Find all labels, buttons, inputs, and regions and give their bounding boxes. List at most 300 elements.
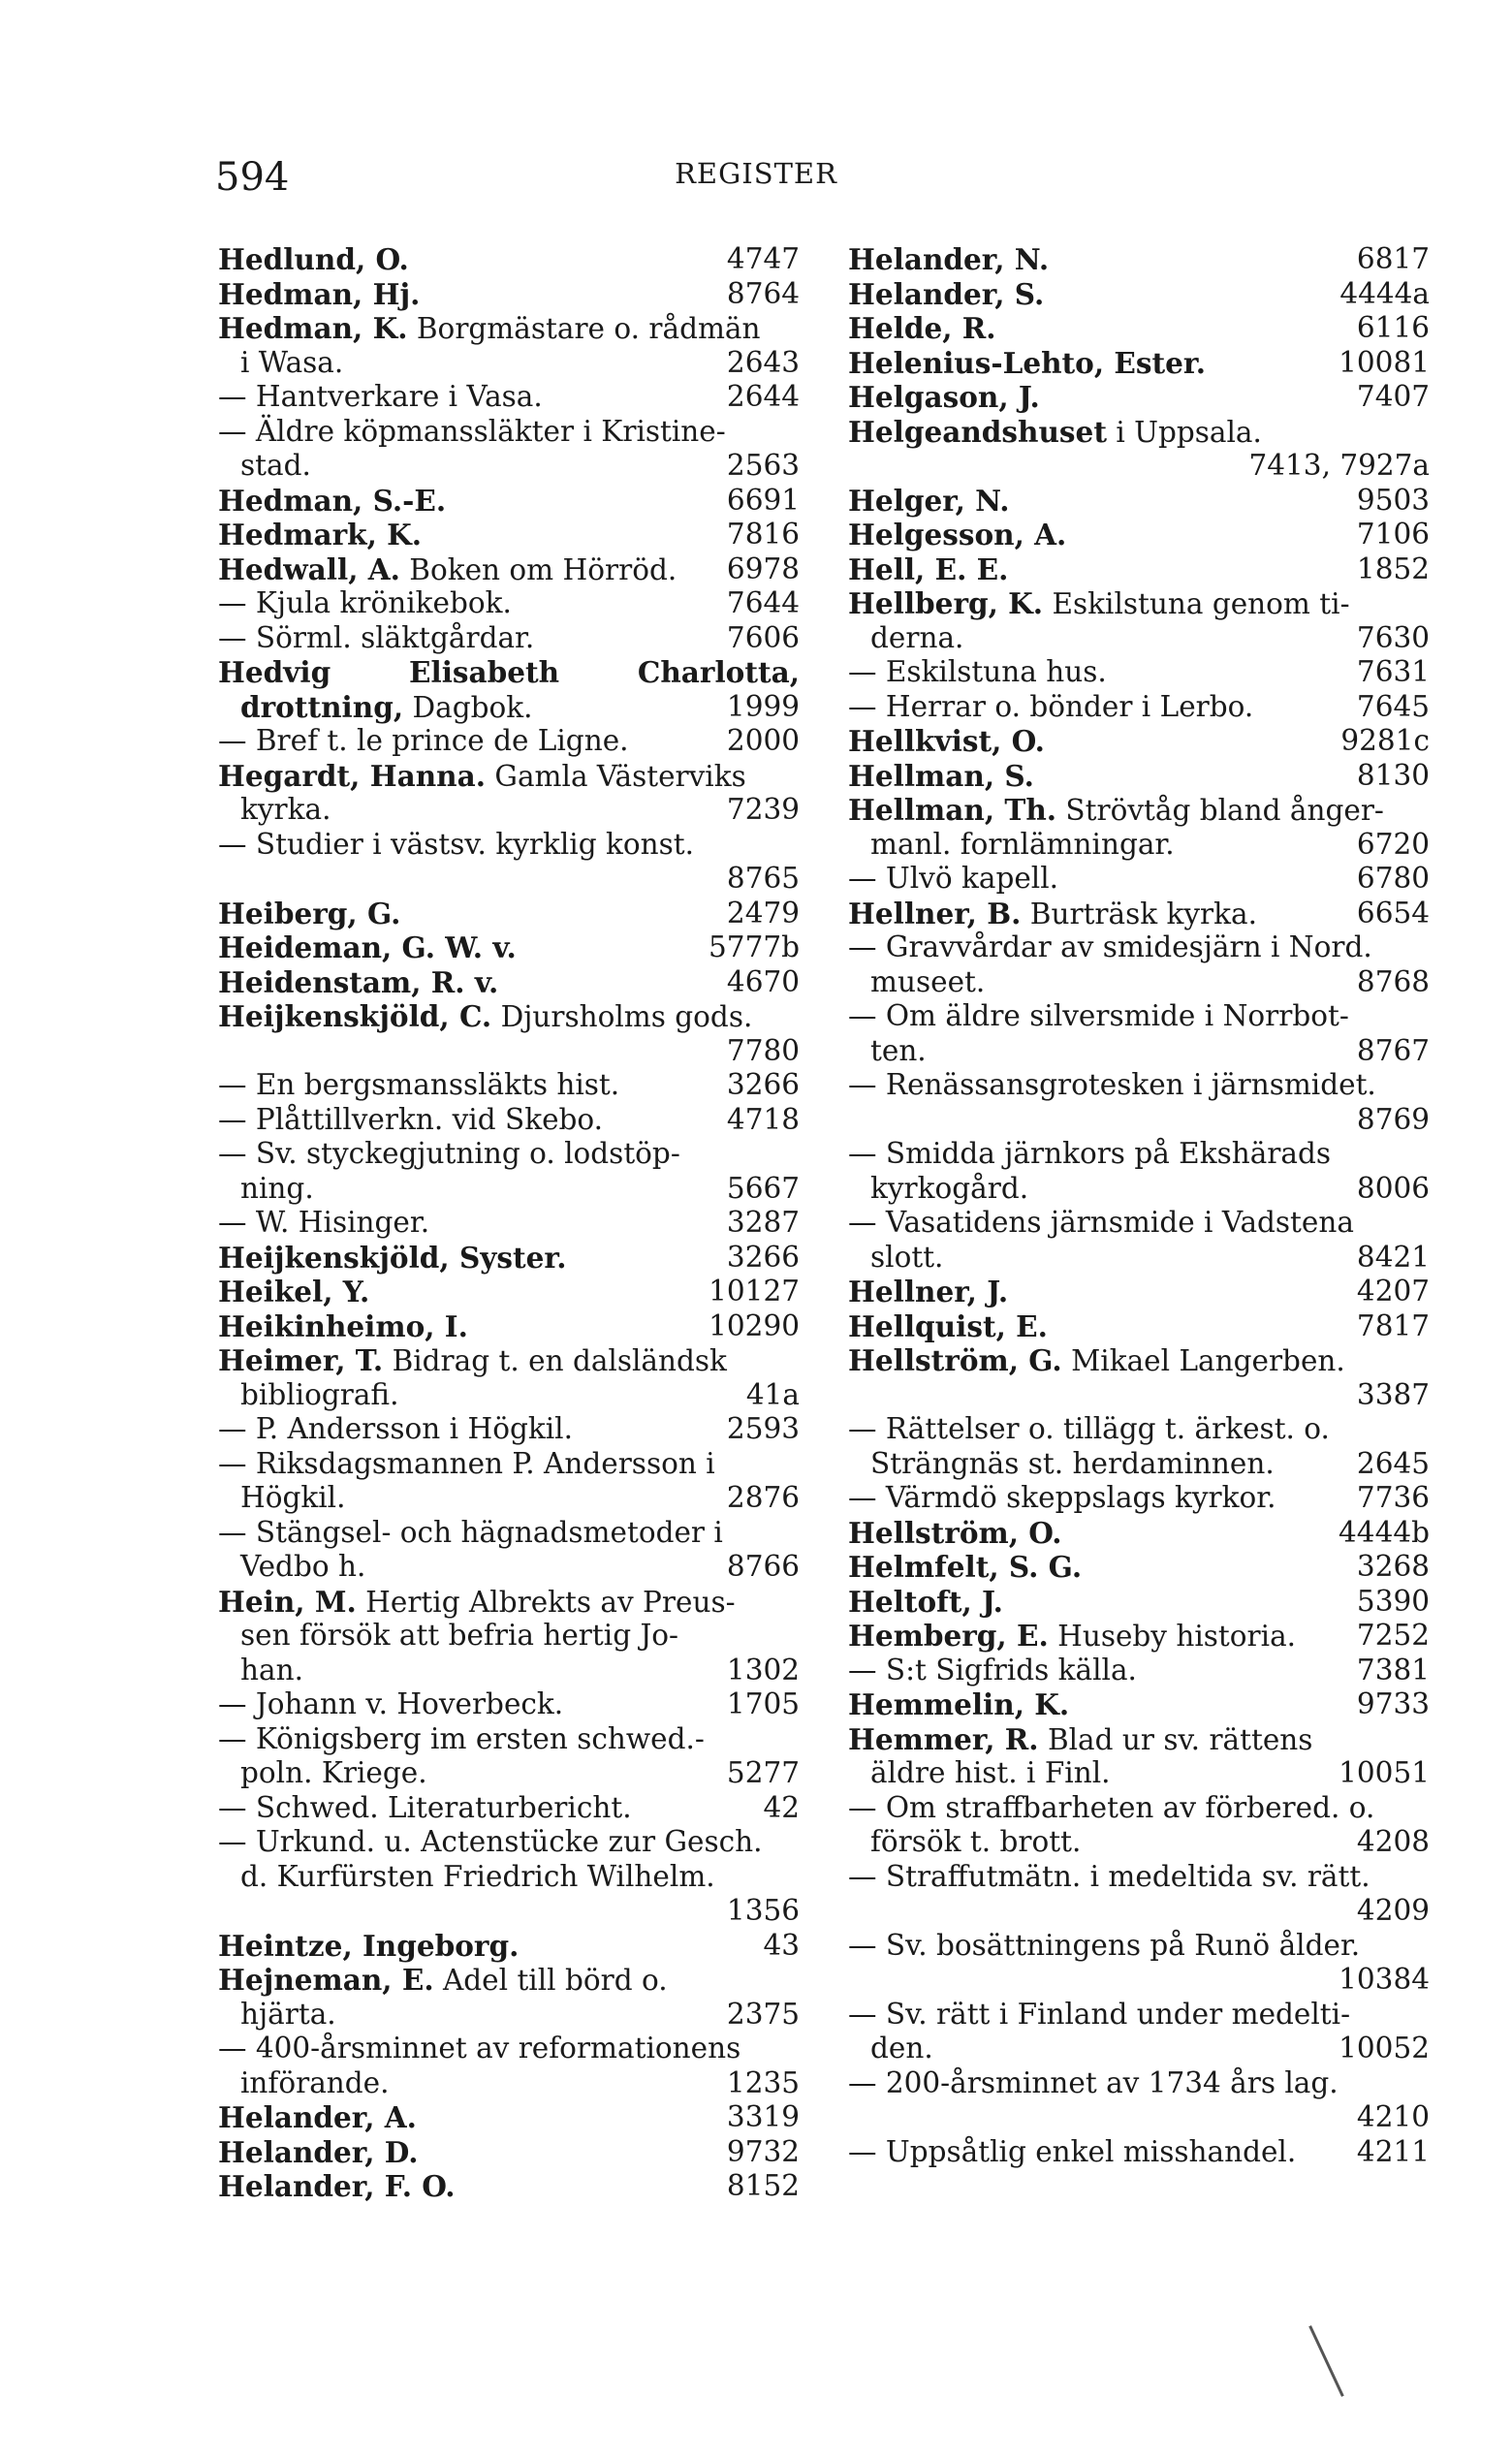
index-entry (218, 1206, 800, 1241)
index-entry (218, 897, 800, 931)
entry-text (218, 1103, 603, 1138)
entry-text (218, 586, 512, 621)
entry-text (848, 552, 1008, 588)
entry-name: Hellman, S. (848, 758, 1034, 793)
index-entry (218, 1619, 800, 1654)
entry-title: Bidrag t. en dalsländsk (383, 1344, 727, 1377)
index-entry (218, 1103, 800, 1138)
index-entry (218, 1412, 800, 1447)
entry-text (218, 1275, 369, 1310)
entry-title: — Straffutmätn. i medeltida sv. rätt. (848, 1859, 1370, 1893)
pen-mark (1308, 2325, 1344, 2397)
index-entry (848, 2066, 1430, 2101)
index-entry (848, 1550, 1430, 1585)
entry-number: 8152 (726, 2169, 800, 2202)
entry-number: 4210 (1356, 2100, 1430, 2133)
entry-text (218, 1825, 763, 1860)
entry-text (240, 1619, 678, 1654)
entry-name: Helander, S. (848, 276, 1045, 311)
index-entry (218, 2066, 800, 2101)
entry-number: 2479 (726, 896, 800, 930)
entry-text (848, 277, 1044, 313)
entry-text (240, 1481, 346, 1516)
entry-title: — Uppsåtlig enkel misshandel. (848, 2134, 1297, 2168)
entry-text (218, 311, 761, 347)
entry-title: — En bergsmanssläkts hist. (218, 1068, 620, 1101)
index-entry (218, 242, 800, 277)
index-entry (218, 759, 800, 794)
index-entry (848, 586, 1430, 621)
entry-text (218, 415, 726, 450)
entry-text (240, 1378, 398, 1413)
index-entry (218, 1378, 800, 1413)
entry-number: 2375 (726, 1997, 800, 2031)
entry-text (218, 1791, 632, 1826)
entry-text (218, 1447, 715, 1482)
index-entry (218, 346, 800, 381)
index-entry (848, 1825, 1430, 1860)
index-entry (848, 930, 1430, 965)
entry-title: Högkil. (240, 1481, 346, 1514)
entry-text (870, 1172, 1028, 1207)
entry-text (240, 1756, 427, 1791)
entry-title: Adel till börd o. (433, 1964, 668, 1997)
entry-number: 2644 (726, 380, 800, 413)
index-entry (218, 1963, 800, 1998)
entry-number: 5390 (1356, 1584, 1430, 1618)
index-entry (218, 1172, 800, 1207)
entry-title: den. (870, 2032, 933, 2064)
entry-number: 8006 (1356, 1171, 1430, 1205)
entry-text (218, 1687, 563, 1722)
entry-number: 7252 (1356, 1619, 1430, 1652)
entry-text (870, 1756, 1111, 1791)
entry-text (848, 930, 1372, 965)
index-entry (218, 552, 800, 587)
entry-title: slott. (870, 1240, 944, 1274)
entry-title: — Smidda järnkors på Ekshärads (848, 1137, 1332, 1170)
entry-text (240, 449, 311, 484)
entry-number: 5777b (709, 930, 800, 963)
entry-title: — 400-årsminnet av reformationens (218, 2032, 741, 2064)
index-entry (218, 690, 800, 725)
entry-title: — Om straffbarheten av förbered. o. (848, 1790, 1375, 1824)
entry-title: manl. fornlämningar. (870, 827, 1175, 861)
entry-number: 1705 (726, 1687, 800, 1720)
entry-number: 4208 (1356, 1825, 1430, 1858)
index-entry (218, 277, 800, 312)
entry-title: Strövtåg bland ånger- (1056, 794, 1384, 827)
entry-title: derna. (870, 620, 964, 654)
entry-name: Hellström, O. (848, 1515, 1062, 1550)
entry-text (870, 2032, 933, 2066)
index-entry (848, 1756, 1430, 1791)
entry-name: Hellquist, E. (848, 1308, 1048, 1343)
entry-number: 7413, 7927a (1248, 449, 1430, 482)
entry-name: Hellström, G. (848, 1343, 1062, 1377)
index-entry (848, 1343, 1430, 1378)
entry-number: 4444a (1339, 276, 1430, 310)
entry-name: Helgason, J. (848, 380, 1040, 414)
entry-title: — Sörml. släktgårdar. (218, 620, 535, 654)
entry-number: 2643 (726, 345, 800, 379)
index-entry (218, 930, 800, 965)
entry-text (218, 552, 677, 588)
index-entry (218, 828, 800, 863)
entry-text (218, 1241, 567, 1276)
index-entry (848, 1963, 1430, 1998)
entry-text (848, 518, 1066, 553)
entry-title: Gamla Västerviks (486, 759, 746, 793)
entry-text (870, 828, 1175, 863)
entry-title: hjärta. (240, 1997, 336, 2031)
entry-number: 10384 (1339, 1963, 1430, 1996)
entry-text (870, 1447, 1275, 1482)
entry-text (218, 242, 409, 278)
entry-name: Hedvig (218, 655, 331, 689)
entry-text (848, 1791, 1374, 1826)
index-entry (848, 1137, 1430, 1172)
entry-number: 9281c (1340, 724, 1430, 757)
entry-title: — Sv. styckegjutning o. lodstöp- (218, 1137, 680, 1170)
entry-text (218, 965, 498, 1001)
entry-title: — Johann v. Hoverbeck. (218, 1687, 564, 1720)
entry-text (848, 1275, 1008, 1310)
entry-number: 7407 (1356, 380, 1430, 413)
entry-name: Heimer, T. (218, 1343, 384, 1377)
entry-title: Strängnäs st. herdaminnen. (870, 1446, 1275, 1480)
entry-title: — Herrar o. bönder i Lerbo. (848, 689, 1254, 723)
entry-name: Elisabeth (409, 655, 560, 689)
index-entry (218, 1309, 800, 1344)
entry-title: — 200-årsminnet av 1734 års lag. (848, 2065, 1339, 2099)
entry-title: ten. (870, 1033, 927, 1067)
entry-name: Hell, E. E. (848, 551, 1009, 586)
index-entry (218, 999, 800, 1034)
entry-text (240, 1654, 303, 1688)
entry-number: 3266 (726, 1068, 800, 1101)
entry-title: poln. Kriege. (240, 1756, 427, 1789)
entry-title: Dagbok. (403, 690, 533, 724)
entry-number: 6691 (726, 483, 800, 517)
index-entry (218, 965, 800, 1000)
index-entry (848, 862, 1430, 897)
entry-number: 41a (745, 1377, 800, 1411)
entry-name: Hejneman, E. (218, 1963, 434, 1997)
entry-title: — Kjula krönikebok. (218, 586, 512, 619)
entry-number: 10052 (1339, 2032, 1430, 2064)
entry-title: — Plåttillverkn. vid Skebo. (218, 1102, 604, 1136)
entry-text (848, 724, 1045, 760)
index-entry (848, 1687, 1430, 1722)
entry-text (848, 1687, 1069, 1723)
index-entry (848, 655, 1430, 690)
entry-text (218, 1068, 619, 1103)
entry-title: Eskilstuna genom ti- (1043, 587, 1350, 620)
entry-name: Helander, F. O. (218, 2169, 456, 2203)
index-entry (848, 1412, 1430, 1447)
entry-title: — Om äldre silversmide i Norrbot- (848, 999, 1349, 1032)
index-entry (848, 965, 1430, 1000)
entry-number: 42 (763, 1790, 800, 1824)
entry-title: — Bref t. le prince de Ligne. (218, 724, 629, 757)
index-entry (218, 1929, 800, 1964)
entry-number: 4209 (1356, 1894, 1430, 1927)
entry-text (848, 1412, 1330, 1447)
entry-number: 4670 (726, 964, 800, 998)
entry-text (848, 2066, 1339, 2101)
entry-text (848, 1550, 1082, 1586)
index-entry (848, 828, 1430, 863)
entry-number: 4211 (1356, 2134, 1430, 2168)
entry-text (848, 415, 1262, 451)
entry-number: 10290 (709, 1308, 800, 1342)
index-entry (848, 759, 1430, 794)
entry-text (240, 1998, 336, 2033)
entry-name: Hedwall, A. (218, 551, 400, 586)
entry-text (240, 2066, 390, 2101)
entry-title: i Wasa. (240, 345, 344, 379)
entry-text (218, 897, 400, 932)
entry-name: Hedlund, O. (218, 242, 409, 276)
entry-text (848, 1516, 1062, 1552)
index-entry (848, 1654, 1430, 1688)
entry-title: Hertig Albrekts av Preus- (356, 1585, 736, 1619)
entry-number: 3387 (1356, 1377, 1430, 1411)
index-entry (218, 621, 800, 656)
entry-text (218, 1516, 723, 1551)
entry-name: Heiberg, G. (218, 896, 401, 930)
entry-text (848, 690, 1253, 725)
entry-text (848, 655, 1107, 690)
entry-name: Hedman, K. (218, 311, 408, 345)
index-entry (218, 655, 800, 690)
entry-text (848, 1137, 1331, 1172)
entry-number: 7816 (726, 518, 800, 551)
entry-text (218, 1137, 680, 1172)
entry-title: försök t. brott. (870, 1825, 1082, 1858)
entry-number: 3266 (726, 1240, 800, 1274)
index-entry (848, 1172, 1430, 1207)
index-entry (218, 1756, 800, 1791)
index-entry (848, 1068, 1430, 1103)
index-entry (848, 1447, 1430, 1482)
entry-name: Heintze, Ingeborg. (218, 1928, 520, 1963)
entry-number: 6116 (1356, 311, 1430, 344)
entry-number: 4718 (726, 1102, 800, 1136)
entry-title: Borgmästare o. rådmän (407, 312, 761, 345)
entry-name: Hemberg, E. (848, 1619, 1049, 1653)
entry-number: 9503 (1356, 483, 1430, 517)
index-entry (848, 277, 1430, 312)
index-entry (848, 552, 1430, 587)
index-entry (218, 449, 800, 484)
entry-text (218, 1929, 519, 1965)
entry-text (870, 1034, 927, 1069)
index-entry (218, 484, 800, 519)
entry-title: kyrka. (240, 793, 331, 826)
entry-number: 4444b (1339, 1515, 1430, 1549)
index-entry (848, 999, 1430, 1034)
entry-number: 2593 (726, 1412, 800, 1445)
entry-text (870, 1825, 1081, 1860)
index-entry (848, 1791, 1430, 1826)
entry-number: 43 (763, 1928, 800, 1962)
entry-title: museet. (870, 964, 986, 998)
entry-name: Heijkenskjöld, Syster. (218, 1240, 567, 1275)
index-entry (848, 690, 1430, 725)
index-entry (848, 621, 1430, 656)
entry-name: Heikel, Y. (218, 1275, 370, 1308)
entry-number: 5277 (726, 1756, 800, 1789)
entry-name: Helgesson, A. (848, 518, 1067, 551)
entry-number: 7644 (726, 586, 800, 619)
entry-number: 7736 (1356, 1481, 1430, 1514)
index-entry (218, 415, 800, 450)
index-entry (848, 1309, 1430, 1344)
entry-text (848, 1309, 1048, 1345)
entry-title: — Urkund. u. Actenstücke zur Gesch. (218, 1825, 763, 1858)
entry-title: — Schwed. Literaturbericht. (218, 1790, 632, 1824)
entry-title: Blad ur sv. rättens (1038, 1722, 1313, 1756)
entry-title: — W. Hisinger. (218, 1206, 430, 1239)
entry-number: 8764 (726, 276, 800, 310)
index-entry (218, 1654, 800, 1688)
entry-title: — P. Andersson i Högkil. (218, 1412, 573, 1445)
entry-number: 4207 (1356, 1275, 1430, 1308)
index-entry (218, 518, 800, 552)
entry-title: — Stängsel- och hägnadsmetoder i (218, 1515, 723, 1549)
entry-title: d. Kurfürsten Friedrich Wilhelm. (240, 1859, 715, 1893)
entry-name: Hemmelin, K. (848, 1687, 1070, 1721)
entry-title: ning. (240, 1171, 314, 1205)
entry-number: 8130 (1356, 758, 1430, 792)
entry-title: Vedbo h. (240, 1550, 366, 1583)
entry-name: Helander, D. (218, 2134, 419, 2169)
entry-number: 2000 (726, 724, 800, 757)
index-entry (218, 1343, 800, 1378)
index-entry (848, 346, 1430, 381)
entry-title: Boken om Hörröd. (399, 552, 677, 586)
entry-text (218, 655, 800, 690)
entry-number: 7606 (726, 620, 800, 654)
index-entry (218, 586, 800, 621)
index-entry (848, 518, 1430, 552)
entry-text (848, 1654, 1137, 1688)
index-entry (218, 1275, 800, 1309)
index-entry (848, 2100, 1430, 2135)
entry-number: 6978 (726, 551, 800, 585)
entry-number: 8768 (1356, 964, 1430, 998)
entry-number: 8769 (1356, 1102, 1430, 1136)
index-entry (848, 380, 1430, 415)
entry-text (870, 965, 985, 1000)
entry-title: — Värmdö skeppslags kyrkor. (848, 1481, 1276, 1514)
index-entry (848, 1722, 1430, 1757)
index-entry (218, 724, 800, 759)
entry-number: 8765 (726, 862, 800, 895)
entry-title: — Gravvårdar av smidesjärn i Nord. (848, 930, 1372, 963)
entry-text (218, 380, 543, 415)
entry-text (870, 1241, 943, 1276)
entry-name: Heideman, G. W. v. (218, 930, 517, 964)
entry-name: Helander, N. (848, 242, 1050, 276)
running-head: REGISTER (675, 157, 837, 190)
entry-text (218, 930, 517, 966)
entry-title: stad. (240, 449, 311, 482)
entry-text (848, 1068, 1376, 1103)
entry-title: — Renässansgrotesken i järnsmidet. (848, 1068, 1376, 1101)
entry-text (848, 484, 1010, 520)
entry-title: — Vasatidens järnsmide i Vadstena (848, 1206, 1354, 1239)
index-entry (848, 484, 1430, 519)
entry-text (848, 380, 1040, 416)
entry-number: 10127 (709, 1275, 800, 1308)
entry-number: 1852 (1356, 551, 1430, 585)
index-entry (848, 793, 1430, 828)
index-entry (848, 1034, 1430, 1069)
entry-title: Mikael Langerben. (1061, 1344, 1345, 1377)
index-entry (218, 1447, 800, 1482)
entry-text (218, 1722, 705, 1757)
entry-text (240, 1860, 715, 1895)
entry-text (848, 586, 1350, 622)
entry-name: Hedman, Hj. (218, 276, 421, 311)
entry-text (218, 724, 629, 759)
index-entry (848, 2135, 1430, 2170)
entry-text (848, 1860, 1370, 1895)
entry-title: i Uppsala. (1106, 415, 1262, 449)
entry-text (218, 999, 752, 1035)
entry-text (848, 311, 996, 347)
entry-text (218, 1343, 727, 1379)
entry-text (218, 518, 422, 553)
index-entry (218, 1894, 800, 1929)
index-entry (218, 2100, 800, 2135)
index-entry (218, 1860, 800, 1895)
right-column (848, 242, 1430, 2169)
entry-name: Helenius-Lehto, Ester. (848, 345, 1206, 380)
index-entry (218, 793, 800, 828)
entry-title: Burträsk kyrka. (1021, 897, 1257, 930)
index-entry (848, 1929, 1430, 1964)
entry-title: — Äldre köpmanssläkter i Kristine- (218, 414, 726, 448)
entry-text (848, 793, 1384, 829)
entry-text (848, 242, 1049, 278)
entry-name: Hellberg, K. (848, 586, 1044, 620)
index-entry (848, 1241, 1430, 1276)
entry-number: 1356 (726, 1894, 800, 1927)
entry-text (240, 346, 343, 381)
entry-number: 8766 (726, 1550, 800, 1583)
entry-number: 9732 (726, 2134, 800, 2168)
index-entry (848, 1481, 1430, 1516)
index-entry (848, 1378, 1430, 1413)
entry-text (218, 1206, 429, 1241)
entry-text (848, 999, 1349, 1034)
index-entry (218, 2169, 800, 2204)
entry-text (218, 1585, 736, 1621)
entry-name: Heltoft, J. (848, 1584, 1003, 1619)
entry-title: äldre hist. i Finl. (870, 1756, 1111, 1789)
entry-number: 10081 (1339, 345, 1430, 379)
entry-number: 9733 (1356, 1687, 1430, 1720)
entry-name: Hellkvist, O. (848, 724, 1045, 758)
entry-name: Hedman, S.-E. (218, 483, 447, 518)
index-entry (218, 1516, 800, 1551)
entry-text (848, 346, 1206, 382)
entry-name: Hegardt, Hanna. (218, 758, 486, 793)
